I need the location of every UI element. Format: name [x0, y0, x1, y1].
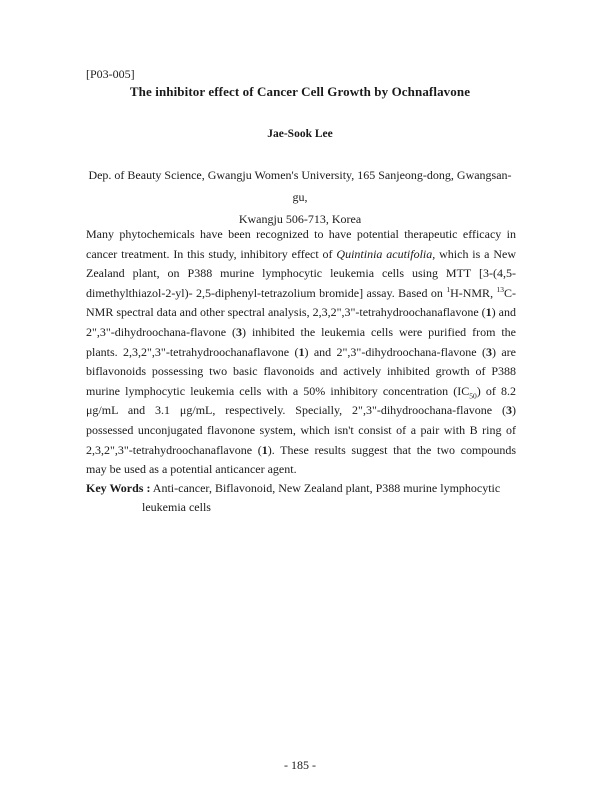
subscript: 50 [469, 391, 477, 401]
species-name: Quintinia acutifolia, [336, 246, 436, 261]
abstract-text: ) and 2",3"-dihydroochana-flavone ( [304, 344, 486, 359]
superscript: 13 [496, 284, 504, 294]
page-number: - 185 - [284, 758, 316, 772]
abstract-text: Many phytochemicals have been recognized to have potential therapeutic efficacy in cancer treatment. In this study, inhibitory effect of [86, 227, 516, 261]
abstract-text: ) inhibited the leukemia cells were purified from the plants. 2,3,2",3"-tetrahydroochanaflavone ( [86, 324, 517, 359]
compound-ref: 1 [298, 344, 305, 359]
abstract-text: ) possessed unconjugated flavonone system, which isn't consist of a pair with B ring of 2,3,2",3"-tetrahydroochanaflavone ( [86, 403, 516, 457]
abstract-text: ). These results suggest that the two compounds may be used as a potential anticancer agent. [86, 442, 517, 477]
keywords-label: Key Words : [86, 481, 151, 495]
author-name: Jae-Sook Lee [267, 128, 333, 140]
paper-title: The inhibitor effect of Cancer Cell Growth by Ochnaflavone [129, 84, 471, 99]
compound-ref: 3 [236, 324, 243, 339]
compound-ref: 1 [261, 442, 268, 457]
abstract-text: C-NMR spectral data and other spectral analysis, 2,3,2",3"-tetrahydroochanaflavone ( [86, 285, 516, 320]
keywords-line-1: Anti-cancer, Biflavonoid, New Zealand plant, P388 murine lymphocytic [150, 481, 501, 495]
abstract-text: ) of 8.2 μg/mL and 3.1 μg/mL, respectively. Specially, 2",3"-dihydroochana-flavone ( [86, 383, 516, 418]
affiliation-line-1: Dep. of Beauty Science, Gwangju Women's University, 165 Sanjeong-dong, Gwangsan-gu, [88, 168, 512, 204]
affiliation [86, 164, 514, 230]
abstract-code: [P03-005] [86, 67, 135, 81]
superscript: 1 [446, 284, 451, 294]
affiliation-line-2: Kwangju 506-713, Korea [238, 212, 362, 226]
compound-ref: 3 [485, 344, 492, 359]
compound-ref: 1 [485, 305, 492, 320]
keywords-line-2: leukemia cells [142, 500, 211, 514]
keywords-block [86, 479, 516, 517]
abstract-text: ) are biflavonoids possessing two basic flavonoids and actively inhibited growth of P388 murine lymphocytic leukemia cells with a 50% inhibitory concentration (IC [86, 344, 516, 398]
abstract-text: ) and 2",3"-dihydroochana-flavone ( [86, 305, 516, 339]
compound-ref: 3 [506, 403, 512, 418]
abstract-text: which is a New Zealand plant, on P388 murine lymphocytic leukemia cells using MTT [3-(4,5-dimethylthiazol-2-yl)- 2,5-diphenyl-tetrazolium bromide] assay. Based on [86, 246, 516, 300]
abstract-body [86, 225, 516, 480]
abstract-text: H-NMR, [450, 285, 497, 300]
